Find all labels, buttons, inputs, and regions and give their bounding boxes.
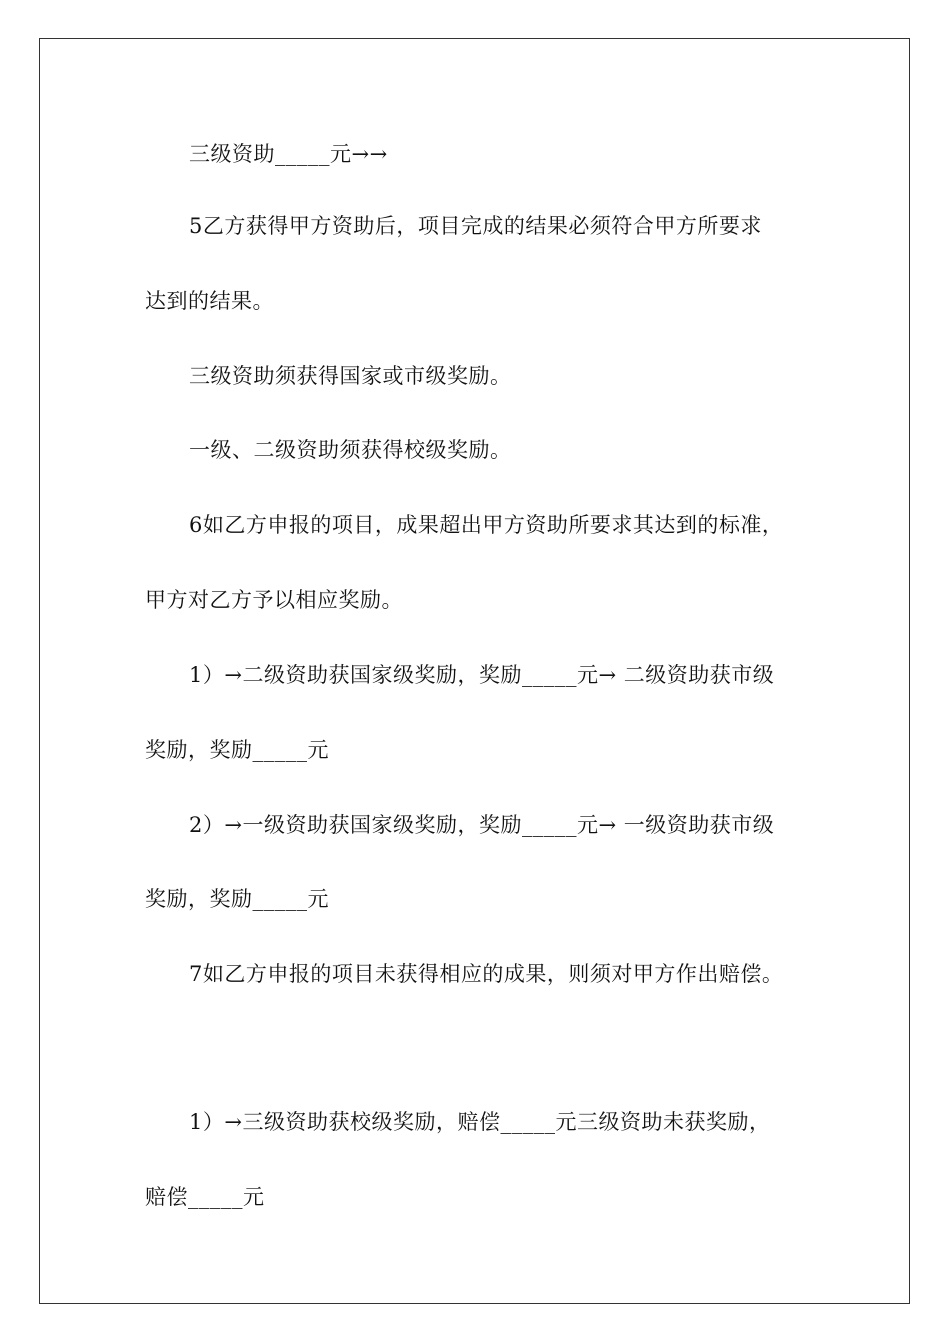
paragraph-line: 6如乙方申报的项目，成果超出甲方资助所要求其达到的标准， xyxy=(189,513,784,537)
paragraph-line: 1）→三级资助获校级奖励，赔偿_____元三级资助未获奖励， xyxy=(189,1110,771,1134)
paragraph-line: 5乙方获得甲方资助后，项目完成的结果必须符合甲方所要求 xyxy=(189,214,762,238)
paragraph-line: 三级资助_____元→→ xyxy=(189,142,388,166)
paragraph-line: 奖励，奖励_____元 xyxy=(145,887,329,911)
paragraph-line: 奖励，奖励_____元 xyxy=(145,738,329,762)
paragraph-line: 甲方对乙方予以相应奖励。 xyxy=(145,588,403,612)
paragraph-line: 赔偿_____元 xyxy=(145,1185,265,1209)
paragraph-line: 一级、二级资助须获得校级奖励。 xyxy=(189,438,512,462)
paragraph-line: 2）→一级资助获国家级奖励，奖励_____元→ 一级资助获市级 xyxy=(189,813,775,837)
paragraph-line: 达到的结果。 xyxy=(145,289,274,313)
paragraph-line: 三级资助须获得国家或市级奖励。 xyxy=(189,364,512,388)
paragraph-line: 1）→二级资助获国家级奖励，奖励_____元→ 二级资助获市级 xyxy=(189,663,775,687)
paragraph-line: 7如乙方申报的项目未获得相应的成果，则须对甲方作出赔偿。 xyxy=(189,962,784,986)
